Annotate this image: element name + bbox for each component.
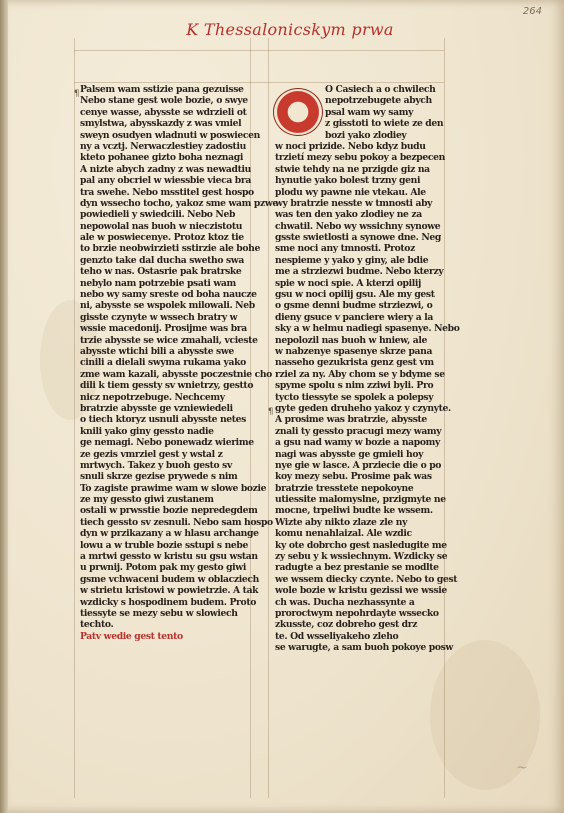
- text-line: wole bozie w kristu gezissi we wssie: [275, 585, 447, 597]
- text-line: dieny gsuce v panciere wiery a la: [275, 311, 433, 323]
- text-line: ky ote dobrcho gest nasledugite me: [275, 539, 447, 551]
- text-line: nepotrzebugete abych: [325, 95, 432, 107]
- text-line: ge nemagi. Nebo ponewadz wierime: [80, 437, 254, 449]
- text-line: A nizte abych zadny z was newadtiu: [80, 163, 251, 175]
- text-line: ze gezis vmrziel gest y wstal z: [80, 448, 223, 460]
- text-line: radugte a bez prestanie se modlte: [275, 562, 439, 574]
- text-line: ale w poswiecenye. Protoz ktoz tie: [80, 232, 244, 244]
- text-line: bozi yako zlodiey: [325, 129, 407, 141]
- text-line: sweyn osudyen wladnuti w poswiecen: [80, 129, 260, 141]
- running-head: K Thessalonicskym prwa: [186, 20, 394, 39]
- text-line: was ten den yako zlodiey ne za: [275, 209, 422, 221]
- text-line: To zagiste prawime wam w slowe bozie: [80, 482, 267, 494]
- text-line: tiech gessto sv zesnuli. Nebo sam hospo: [80, 516, 273, 528]
- text-line: Palsem wam sstizie pana gezuisse: [80, 84, 244, 95]
- text-line: koy mezy sebu. Prosime pak was: [275, 471, 432, 483]
- text-line: tiessyte se mezy sebu w slowiech: [80, 607, 238, 619]
- text-line: sky a w helmu nadiegi spasenye. Nebo: [275, 323, 460, 335]
- text-line: dyn wssecho tocho, yakoz sme wam pzwe: [80, 197, 278, 209]
- text-line: dyn w przikazany a w hlasu archange: [80, 528, 259, 540]
- text-line: cenye wasse, abysste se wdrzieli ot: [80, 106, 247, 118]
- text-line: komu nenahlaizal. Ale wzdic: [275, 528, 412, 540]
- text-line: w noci prizide. Nebo kdyz budu: [275, 140, 426, 152]
- text-line: lowu a w truble bozie sstupi s nebe: [80, 539, 248, 551]
- text-line: nespieme y yako y giny, ale bdie: [275, 254, 429, 266]
- text-line: nepolozil nas buoh w hniew, ale: [275, 334, 428, 346]
- text-line: a gsu nad wamy w bozie a napomy: [275, 437, 440, 449]
- text-line: w strietu kristowi w powietrzie. A tak: [80, 585, 259, 597]
- text-line: genzto take dal ducha swetho swa: [80, 254, 244, 266]
- text-line: Nebo stane gest wole bozie, o swye: [80, 95, 248, 107]
- text-line: nebylo nam potrzebie psati wam: [80, 277, 236, 289]
- text-line: spyme spolu s nim zziwi byli. Pro: [275, 380, 434, 392]
- paragraph-mark: ¶: [268, 407, 274, 417]
- text-line: trzietí mezy sebu pokoy a bezpecen: [275, 152, 445, 164]
- text-line: abysste wtichi bili a abysste swe: [80, 345, 234, 357]
- text-line: o gsme denni budme strziezwi, o: [275, 300, 433, 312]
- text-line: te. Od wsseliyakeho zleho: [275, 630, 399, 642]
- text-line: nicz nepotrzebuge. Nechcemy: [80, 391, 225, 403]
- text-line: zme wam kazali, abysste poczestnie cho: [80, 368, 272, 380]
- text-line: tycto tiessyte se spolek a polepsy: [275, 391, 434, 403]
- page-binding-edge: [0, 0, 8, 813]
- text-line: hynutie yako bolest trzny geni: [275, 175, 421, 187]
- text-line: rziel za ny. Aby chom se y bdyme se: [275, 368, 445, 380]
- text-line: ostali w prwsstie bozie nepredegdem: [80, 505, 258, 517]
- text-line: wy bratrzie nesste w tmnosti aby: [275, 197, 433, 209]
- text-line: zkusste, coz dobreho gest drz: [275, 619, 418, 631]
- text-line: sme noci any tmnosti. Protoz: [275, 243, 415, 255]
- text-column-left: [80, 84, 278, 642]
- text-line: gsu w noci opilij gsu. Ale my gest: [275, 289, 435, 301]
- text-line: wssie macedonij. Prosijme was bra: [80, 323, 247, 335]
- text-line: nasseho gezukrista genz gest vm: [275, 357, 434, 369]
- text-line: tra swehe. Nebo msstitel gest hospo: [80, 186, 254, 198]
- text-line: smylstwa, abysskazdy z was vmiel: [80, 118, 242, 130]
- text-line: nepowolal nas buoh w nieczistotu: [80, 220, 243, 232]
- text-line: powiedieli y swiedcili. Nebo Neb: [80, 209, 236, 221]
- text-line: zy sebu y k wssiechnym. Wzdicky se: [275, 551, 448, 563]
- text-line: o tiech ktoryz usnuli abysste netes: [80, 414, 246, 426]
- text-line: cinili a dielali swyma rukama yako: [80, 357, 246, 369]
- text-line: ni, abysste se wspolek milowali. Neb: [80, 300, 255, 312]
- text-line: plodu wy pawne nie vtekau. Ale: [275, 186, 426, 198]
- text-line: gyte geden druheho yakoz y czynyte.: [275, 402, 451, 414]
- text-line: snuli skrze gezise prywede s nim: [80, 471, 238, 483]
- text-line: nebo wy samy sreste od boha naucze: [80, 289, 257, 301]
- text-line: pal any obcriel w wiessbie vieca bra: [80, 175, 251, 187]
- text-line: chwatil. Nebo wy wssichny synowe: [275, 220, 441, 232]
- text-line: teho w nas. Ostasrie pak bratrske: [80, 266, 242, 278]
- text-line: we wssem diecky czynte. Nebo to gest: [275, 573, 458, 585]
- ruling-line: [250, 38, 251, 798]
- rubric-explicit: Patv wedie gest tento: [80, 630, 183, 642]
- text-line: ny a vcztj. Nerwaczlestiey zadostiu: [80, 140, 246, 152]
- text-line: dili k tiem gessty sv wnietrzy, gestto: [80, 380, 254, 392]
- folio-number: 264: [522, 6, 542, 17]
- text-line: bratrzie abysste ge vzniewiedeli: [80, 402, 233, 414]
- text-line: nagi was abysste ge gmieli hoy: [275, 448, 424, 460]
- text-line: u prwnij. Potom pak my gesto giwi: [80, 562, 247, 574]
- text-line: utiessite malomyslne, przigmyte ne: [275, 494, 446, 506]
- text-line: kteto pohanee gizto boha neznagi: [80, 152, 243, 164]
- text-line: gisste czynyte w wssech bratry w: [80, 311, 238, 323]
- text-column-right: [275, 84, 460, 654]
- text-line: a mrtwi gessto w kristu su gsu wstan: [80, 551, 258, 563]
- marginal-note-faint: ~: [516, 760, 528, 776]
- ruling-line: [268, 38, 269, 798]
- text-line: gsme vchwaceni budem w oblacziech: [80, 573, 259, 585]
- text-line: proroctwym nepohrdayte wssecko: [275, 607, 439, 619]
- ruling-line: [74, 50, 444, 51]
- text-line: Wizte aby nikto zlaze zle ny: [275, 516, 408, 528]
- text-line: A prosime was bratrzie, abysste: [275, 414, 427, 426]
- text-line: techto.: [80, 619, 114, 631]
- text-line: w nabzenye spasenye skrze pana: [275, 345, 433, 357]
- text-line: se warugte, a sam buoh pokoye posw: [275, 642, 453, 654]
- text-line: mrtwych. Takez y buoh gesto sv: [80, 459, 232, 471]
- text-line: wzdicky s hospodinem budem. Proto: [80, 596, 256, 608]
- text-line: to brzie neobwirzieti sstirzie ale bohe: [80, 243, 260, 255]
- text-line: stwie tehdy na ne przigde giz na: [275, 163, 430, 175]
- text-line: ze my gessto giwi zustanem: [80, 494, 214, 506]
- text-line: nye gie w lasce. A prziecie die o po: [275, 459, 442, 471]
- text-line: psal wam wy samy: [325, 106, 414, 118]
- text-line: znali ty gessto pracugi mezy wamy: [275, 425, 442, 437]
- text-line: mocne, trpeliwi budte ke wssem.: [275, 505, 433, 517]
- text-line: gsste swietlosti a synowe dne. Neg: [275, 232, 441, 244]
- paragraph-mark: ¶: [74, 89, 80, 99]
- text-line: z gisstoti to wiete ze den: [325, 118, 444, 130]
- ruling-line: [74, 38, 75, 798]
- text-line: trzie abysste se wice zmahali, vcieste: [80, 334, 258, 346]
- text-line: spie w noci spie. A kterzi opilij: [275, 277, 421, 289]
- text-line: bratrzie tresstete nepokoyne: [275, 482, 414, 494]
- text-line: me a strziezwi budme. Nebo kterzy: [275, 266, 444, 278]
- ruling-line: [74, 82, 444, 83]
- text-line: knili yako giny gessto nadie: [80, 425, 214, 437]
- text-line: ch was. Ducha nezhassynte a: [275, 596, 415, 608]
- text-line: O Casiech a o chwilech: [325, 84, 436, 95]
